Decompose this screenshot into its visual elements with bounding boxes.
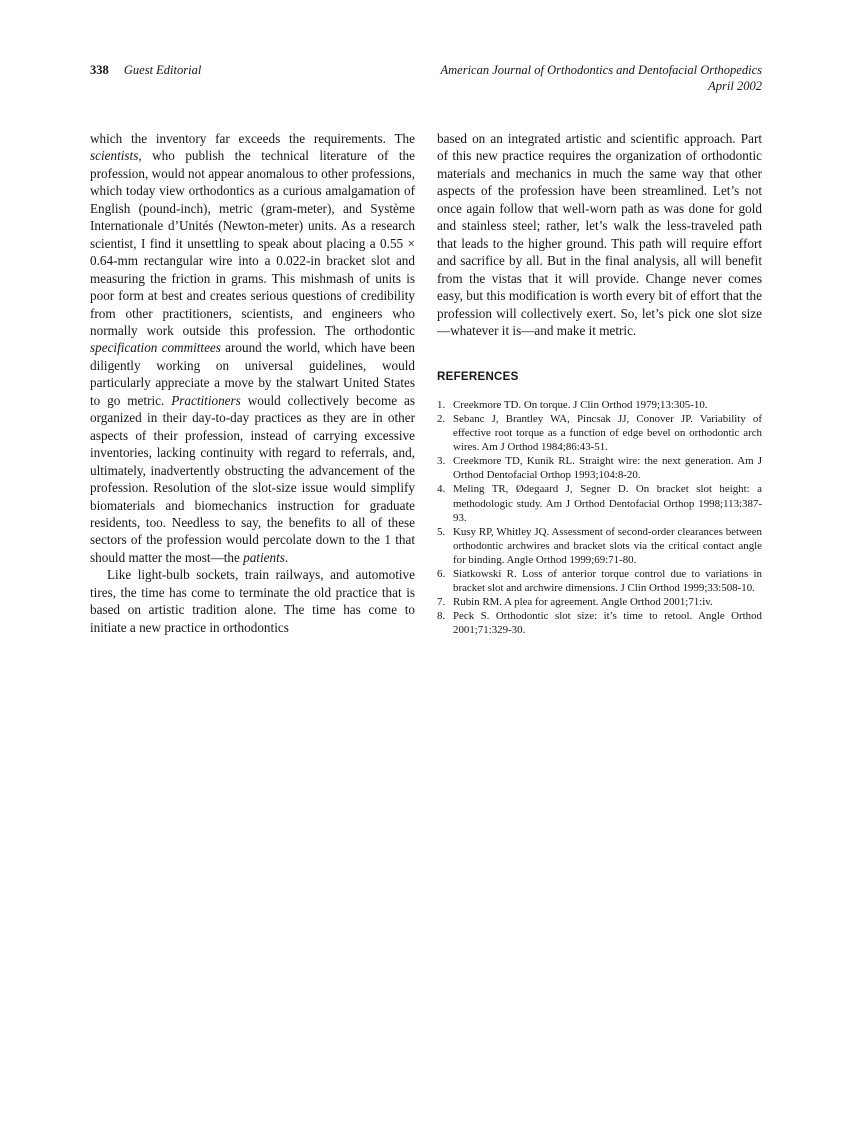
right-column <box>437 130 762 637</box>
running-head-right <box>441 63 763 94</box>
reference-text: Kusy RP, Whitley JQ. Assessment of second-order clearances between orthodontic archwires and bracket slots via the critical contact angle for binding. Angle Orthod 1999;69:71-80. <box>453 525 762 566</box>
reference-item <box>437 567 762 595</box>
reference-item <box>437 454 762 482</box>
reference-item <box>437 609 762 637</box>
reference-number: 3. <box>437 455 446 468</box>
reference-item <box>437 525 762 567</box>
reference-number: 2. <box>437 412 446 425</box>
reference-item <box>437 482 762 524</box>
reference-number: 7. <box>437 596 446 609</box>
text-columns <box>90 130 762 637</box>
journal-name: American Journal of Orthodontics and Dentofacial Orthopedics <box>440 63 762 77</box>
issue-date: April 2002 <box>708 78 762 93</box>
reference-text: Creekmore TD, Kunik RL. Straight wire: the next generation. Am J Orthod Dentofacial Orthop 1993;104:8-20. <box>453 455 762 482</box>
reference-text: Sebanc J, Brantley WA, Pincsak JJ, Conover JP. Variability of effective root torque as a function of edge bevel on orthodontic arch wires. Am J Orthod 1984;86:43-51. <box>453 412 762 454</box>
reference-number: 5. <box>437 525 446 538</box>
left-column <box>90 130 415 637</box>
body-paragraph: Like light-bulb sockets, train railways, and automotive tires, the time has come to terminate the old practice that is based on artistic tradition alone. The time has come to initiate a new practice in orthodontics <box>90 567 415 635</box>
page-number: 338 <box>90 63 109 77</box>
reference-text: Siatkowski R. Loss of anterior torque control due to variations in bracket slot and archwire dimensions. J Clin Orthod 1999;33:508-10. <box>453 568 762 595</box>
body-paragraph: based on an integrated artistic and scientific approach. Part of this new practice requires the organization of orthodontic materials and mechanics in much the same way that other aspects of the profession have been streamlined. Let’s not once again follow that well-worn path as was done for gold and stainless steel; rather, let’s walk the less-traveled path that leads to the higher ground. This path will require effort and sacrifice by all. But in the final analysis, all will benefit from the vistas that it will provide. Change never comes easy, but this modification is worth every bit of effort that the profession will collectively exert. So, let’s pick one slot size—whatever it is—and make it metric. <box>437 131 762 338</box>
reference-text: Rubin RM. A plea for agreement. Angle Orthod 2001;71:iv. <box>453 596 713 609</box>
reference-text: Peck S. Orthodontic slot size: it’s time to retool. Angle Orthod 2001;71:329-30. <box>453 610 762 637</box>
body-paragraph: which the inventory far exceeds the requirements. The scientists, who publish the technical literature of the profession, would not appear anomalous to other professions, which today view orthodontics as a curious amalgamation of English (pound-inch), metric (gram-meter), and Système Internationale d’Unités (Newton-meter) units. As a research scientist, I find it unsettling to speak about placing a 0.55 × 0.64-mm rectangular wire into a 0.022-in bracket slot and measuring the friction in grams. This mishmash of units is poor form at best and creates serious questions of credibility from other practitioners, scientists, and engineers who normally work outside this profession. The orthodontic specification committees around the world, which have been diligently working on universal guidelines, would particularly appreciate a move by the stalwart United States to go metric. Practitioners would collectively become as organized in their day-to-day practices as they are in other aspects of their profession, instead of carrying excessive inventories, lacking continuity with regard to referrals, and, ultimately, inadvertently obstructing the advancement of the profession. Resolution of the slot-size issue would simplify biomaterials and biomechanics instruction for graduate residents, too. Needless to say, the benefits to all of these sectors of the profession would percolate down to the 1 that should matter the most—the patients. <box>90 131 415 565</box>
reference-item <box>437 398 762 412</box>
references-list <box>437 398 762 638</box>
running-head-left <box>90 63 201 78</box>
reference-text: Meling TR, Ødegaard J, Segner D. On bracket slot height: a methodologic study. Am J Orthod Dentofacial Orthop 1998;113:387-93. <box>453 483 762 524</box>
reference-number: 8. <box>437 610 446 623</box>
section-title: Guest Editorial <box>123 63 202 77</box>
reference-text: Creekmore TD. On torque. J Clin Orthod 1979;13:305-10. <box>453 398 708 411</box>
reference-number: 6. <box>437 568 446 581</box>
reference-number: 4. <box>437 483 446 496</box>
page-header <box>90 63 762 94</box>
reference-item <box>437 412 762 454</box>
reference-number: 1. <box>437 398 446 411</box>
reference-item <box>437 595 762 609</box>
references-heading: REFERENCES <box>437 371 519 384</box>
